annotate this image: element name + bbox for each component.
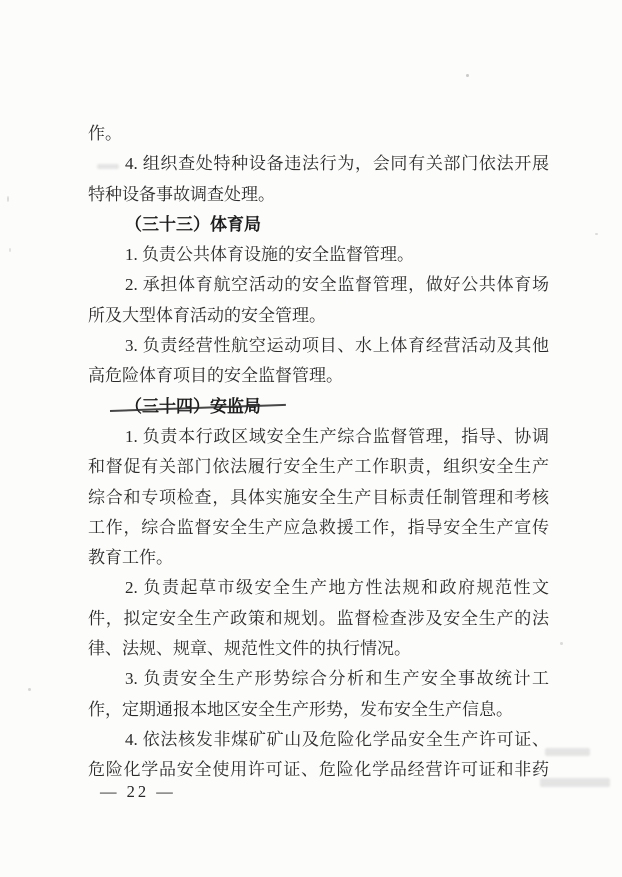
scan-speck (595, 233, 598, 235)
text-line: 1. 负责本行政区域安全生产综合监督管理，指导、协调 (125, 426, 549, 446)
text-line: 综合和专项检查，具体实施安全生产目标责任制管理和考核 (88, 487, 549, 507)
text-line: 作。 (88, 124, 122, 143)
text-line: 4. 依法核发非煤矿矿山及危险化学品安全生产许可证、 (125, 729, 549, 749)
scan-speck (466, 74, 469, 77)
text-line: 教育工作。 (88, 548, 173, 568)
text-line: 1. 负责公共体育设施的安全监督管理。 (125, 245, 414, 265)
document-body (88, 119, 549, 786)
text-line: 件，拟定安全生产政策和规划。监督检查涉及安全生产的法 (88, 608, 549, 628)
scan-smudge (540, 778, 610, 787)
scan-smudge (545, 748, 590, 756)
scan-speck (560, 642, 563, 645)
text-line: 工作，综合监督安全生产应急救援工作，指导安全生产宣传 (88, 517, 549, 537)
text-line: 2. 承担体育航空活动的安全监督管理，做好公共体育场 (125, 275, 549, 295)
text-line: 特种设备事故调查处理。 (88, 184, 275, 204)
scan-speck (7, 196, 9, 202)
text-line: 2. 负责起草市级安全生产地方性法规和政府规范性文 (125, 578, 549, 598)
scan-speck (28, 688, 31, 691)
scan-speck (9, 248, 11, 252)
heading-sports-bureau: （三十三）体育局 (125, 214, 261, 234)
text-line: 和督促有关部门依法履行安全生产工作职责，组织安全生产 (88, 457, 549, 477)
text-line: 4. 组织查处特种设备违法行为，会同有关部门依法开展 (125, 154, 549, 174)
text-line: 3. 负责经营性航空运动项目、水上体育经营活动及其他 (125, 336, 549, 356)
text-line: 3. 负责安全生产形势综合分析和生产安全事故统计工 (125, 669, 549, 689)
text-line: 作，定期通报本地区安全生产形势，发布安全生产信息。 (88, 699, 513, 719)
text-line: 所及大型体育活动的安全管理。 (88, 305, 326, 325)
text-line: 律、法规、规章、规范性文件的执行情况。 (88, 639, 411, 659)
heading-safety-supervision-bureau: （三十四）安监局 (125, 396, 261, 416)
page-number: — 22 — (100, 782, 176, 801)
text-line: 高危险体育项目的安全监督管理。 (88, 366, 343, 386)
text-line: 危险化学品安全使用许可证、危险化学品经营许可证和非药 (88, 760, 549, 780)
